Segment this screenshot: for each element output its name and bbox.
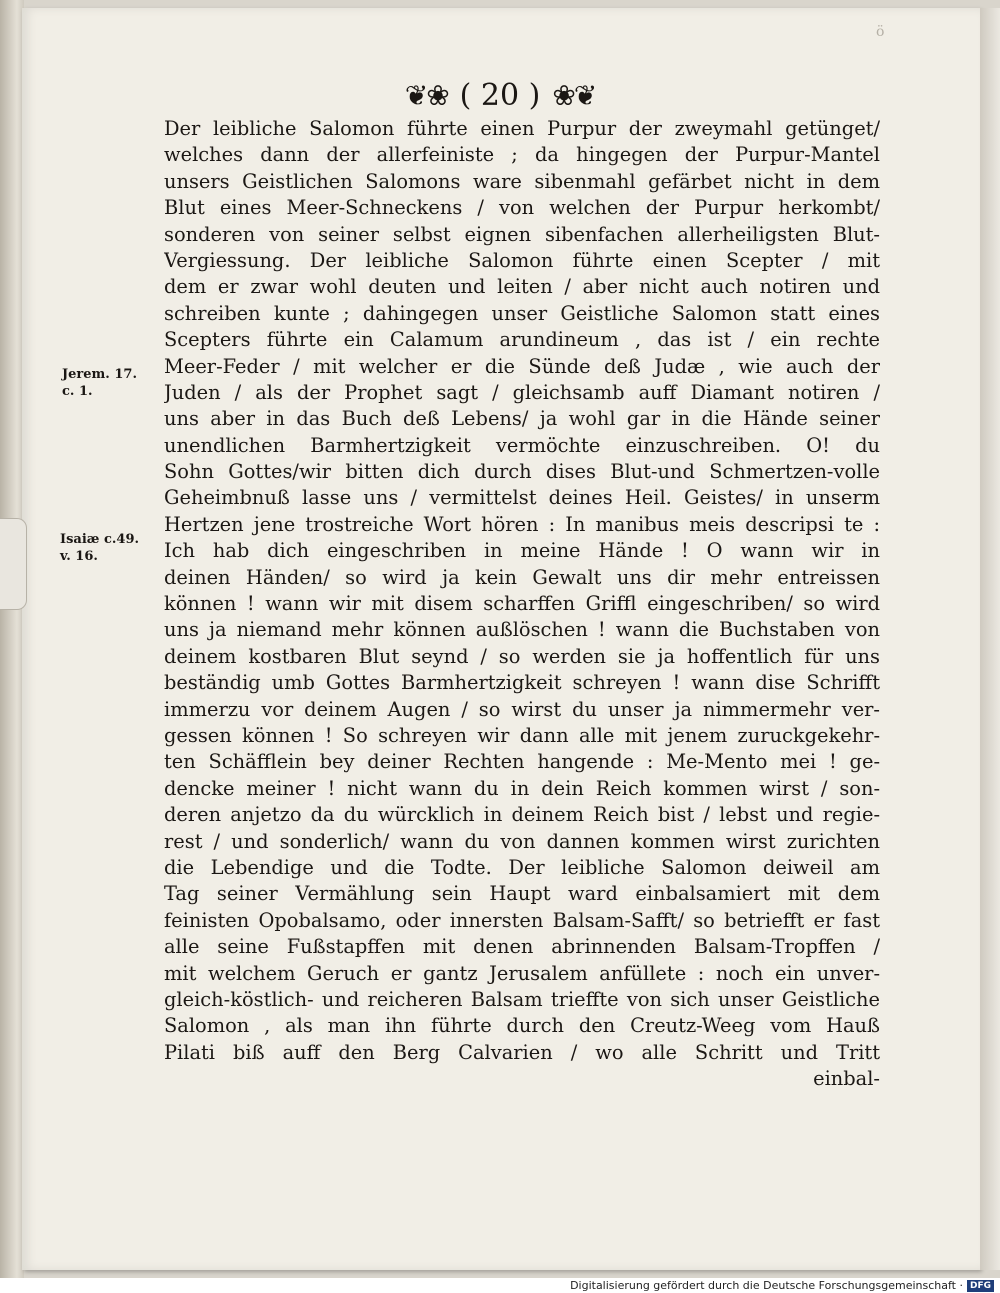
text-line: dem er zwar wohl deuten und leiten / aber nicht auch notiren und [164,275,880,299]
text-line: Geheimbnuß lasse uns / vermittelst deines Heil. Geistes/ in unserm [164,486,880,510]
footer-credit [0,1278,1000,1293]
text-line: deinen Händen/ so wird ja kein Gewalt uns dir mehr entreissen [164,565,880,589]
page-clip-tab [0,518,27,610]
text-line: Tag seiner Vermählung sein Haupt ward einbalsamiert mit dem [164,882,880,906]
text-line: Der leibliche Salomon führte einen Purpur der zweymahl getünget/ [164,117,880,140]
text-line: alle seine Fußstapffen mit denen abrinnenden Balsam-Tropffen / [164,935,880,959]
text-line: Hertzen jene trostreiche Wort hören : In manibus meis descripsi te : [164,512,880,536]
text-line: rest / und sonderlich/ wann du von dannen kommen wirst zurichten [164,829,880,853]
text-line: Pilati biß auff den Berg Calvarien / wo alle Schritt und Tritt [164,1040,880,1064]
margin-note-isaiah [60,531,139,565]
footer-text: Digitalisierung gefördert durch die Deutsche Forschungsgemeinschaft · [570,1279,963,1292]
page-number: ( 20 ) [459,77,541,113]
text-line: Blut eines Meer-Schneckens / von welchen der Purpur herkombt/ [164,196,880,220]
text-line: ten Schäfflein bey deiner Rechten hangende : Me-Mento mei ! ge- [164,750,880,774]
ornament-right-icon: ❀❦ [552,78,596,112]
text-line: deinem kostbaren Blut seynd / so werden sie ja hoffentlich für uns [164,644,880,668]
margin-note-line: c. 1. [62,384,93,399]
margin-note-jeremiah [62,366,137,400]
text-line: können ! wann wir mit disem scharffen Griffl eingeschriben/ so wird [164,592,880,616]
text-line: uns aber in das Buch deß Lebens/ ja wohl gar in die Hände seiner [164,407,880,431]
text-line: unsers Geistlichen Salomons ware sibenmahl gefärbet nicht in dem [164,169,880,193]
ornament-left-icon: ❦❀ [404,78,448,112]
text-line: Vergiessung. Der leibliche Salomon führte einen Scepter / mit [164,248,880,272]
text-line: sonderen von seiner selbst eignen sibenfachen allerheiligsten Blut- [164,222,880,246]
text-line: schreiben kunte ; dahingegen unser Geistliche Salomon statt eines [164,301,880,325]
text-line: gleich-köstlich- und reicheren Balsam trieffte von sich unser Geistliche [164,987,880,1011]
text-line: Sohn Gottes/wir bitten dich durch dises Blut-und Schmertzen-volle [164,460,880,484]
text-line: feinisten Opobalsamo, oder innersten Balsam-Safft/ so betriefft er fast [164,908,880,932]
text-line: uns ja niemand mehr können außlöschen ! wann die Buchstaben von [164,618,880,642]
text-line: deren anjetzo da du würcklich in deinem Reich bist / lebst und regie- [164,803,880,827]
text-line: Scepters führte ein Calamum arundineum , das ist / ein rechte [164,328,880,352]
text-line: gessen können ! So schreyen wir dann alle mit jenem zuruckgekehr- [164,723,880,747]
page-edge [980,8,1000,1270]
body-text [164,116,880,1092]
text-line: die Lebendige und die Todte. Der leibliche Salomon deiweil am [164,855,880,879]
text-line: beständig umb Gottes Barmhertzigkeit schreyen ! wann dise Schrifft [164,671,880,695]
text-line: mit welchem Geruch er gantz Jerusalem anfüllete : noch ein unver- [164,961,880,985]
text-line: immerzu vor deinem Augen / so wirst du unser ja nimmermehr ver- [164,697,880,721]
margin-note-line: v. 16. [60,549,98,564]
text-line: Juden / als der Prophet sagt / gleichsamb auff Diamant notiren / [164,380,880,404]
text-line: Meer-Feder / mit welcher er die Sünde deß Judæ , wie auch der [164,354,880,378]
text-line: unendlichen Barmhertzigkeit vermöchte einzuschreiben. O! du [164,433,880,457]
book-spine [0,0,24,1278]
page-header [300,72,700,118]
margin-note-line: Jerem. 17. [62,367,137,382]
dfg-logo: DFG [967,1280,994,1292]
margin-note-line: Isaiæ c.49. [60,532,140,547]
text-line: Ich hab dich eingeschriben in meine Hände ! O wann wir in [164,539,880,563]
text-line: einbal- [813,1067,880,1091]
text-line: Salomon , als man ihn führte durch den Creutz-Weeg vom Hauß [164,1014,880,1038]
corner-mark: ö [876,24,885,40]
text-line: welches dann der allerfeiniste ; da hingegen der Purpur-Mantel [164,143,880,167]
text-line: dencke meiner ! nicht wann du in dein Reich kommen wirst / son- [164,776,880,800]
